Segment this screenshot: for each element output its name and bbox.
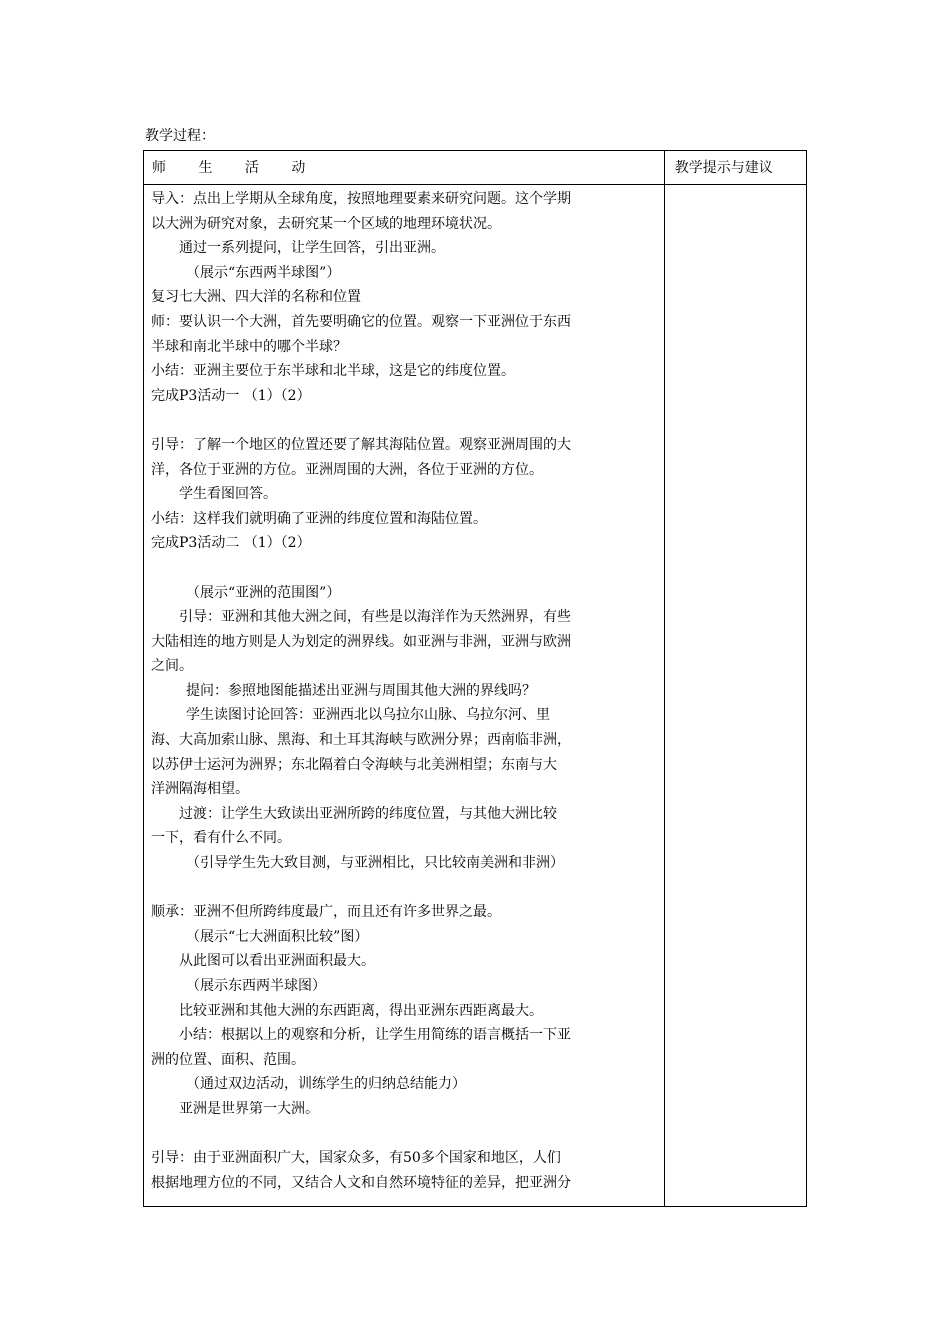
table-body-row [144,185,807,1207]
activity-line: 从此图可以看出亚洲面积最大。 [179,953,375,970]
activity-line: 顺承：亚洲不但所跨纬度最广，而且还有许多世界之最。 [151,904,501,921]
activity-line: 完成P3活动二 （1）（2） [151,535,311,552]
activity-line: 学生看图回答。 [179,486,277,503]
activity-line: 完成P3活动一 （1）（2） [151,387,311,404]
activity-line: （展示“东西两半球图”） [186,264,341,281]
activity-line: 洋洲隔海相望。 [151,781,249,798]
activity-line: 导入：点出上学期从全球角度，按照地理要素来研究问题。这个学期 [151,191,571,207]
activity-line: 引导：由于亚洲面积广大，国家众多，有50多个国家和地区，人们 [151,1150,561,1167]
activity-line [151,408,660,433]
header-teacher-student-activity: 师 生 活 动 [144,151,665,185]
table-header-row [144,151,807,185]
activity-line: 小结：这样我们就明确了亚洲的纬度位置和海陆位置。 [151,510,487,527]
activity-line [151,556,660,581]
activity-line: 大陆相连的地方则是人为划定的洲界线。如亚洲与非洲，亚洲与欧洲 [151,633,571,650]
activity-line: 引导：了解一个地区的位置还要了解其海陆位置。观察亚洲周围的大 [151,436,571,453]
activity-line: 半球和南北半球中的哪个半球？ [151,338,347,355]
activity-line [151,876,660,901]
activity-line: 之间。 [151,658,193,675]
activity-line: 亚洲是世界第一大洲。 [179,1100,319,1117]
activity-line: （通过双边活动，训练学生的归纳总结能力） [186,1076,466,1093]
lesson-plan-table [143,150,807,1207]
activity-line: 洲的位置、面积、范围。 [151,1051,305,1068]
header-teaching-tips: 教学提示与建议 [664,151,806,185]
activity-line: 小结：亚洲主要位于东半球和北半球，这是它的纬度位置。 [151,363,515,380]
activity-line [151,1122,660,1147]
activity-line: 师：要认识一个大洲，首先要明确它的位置。观察一下亚洲位于东西 [151,313,571,330]
activity-line: 洋，各位于亚洲的方位。亚洲周围的大洲，各位于亚洲的方位。 [151,461,543,478]
activity-line: 比较亚洲和其他大洲的东西距离，得出亚洲东西距离最大。 [179,1002,543,1019]
activity-line: 以大洲为研究对象，去研究某一个区域的地理环境状况。 [151,215,501,232]
activity-line: （展示“亚洲的范围图”） [186,584,341,601]
activity-line: 提问：参照地图能描述出亚洲与周围其他大洲的界线吗？ [186,682,536,699]
activity-line: （展示东西两半球图） [186,978,326,994]
activity-line: 复习七大洲、四大洋的名称和位置 [151,289,361,306]
activity-line: （引导学生先大致目测，与亚洲相比，只比较南美洲和非洲） [186,855,564,872]
activity-line: 一下，看有什么不同。 [151,830,291,847]
activity-line: 小结：根据以上的观察和分析，让学生用简练的语言概括一下亚 [179,1027,571,1044]
activity-line: 过渡：让学生大致读出亚洲所跨的纬度位置，与其他大洲比较 [179,805,557,822]
activity-line: 以苏伊士运河为洲界；东北隔着白令海峡与北美洲相望；东南与大 [151,756,557,773]
activity-line: 学生读图讨论回答：亚洲西北以乌拉尔山脉、乌拉尔河、里 [186,707,550,724]
activity-line: 根据地理方位的不同，又结合人文和自然环境特征的差异，把亚洲分 [151,1174,571,1191]
activity-line: 海、大高加索山脉、黑海、和土耳其海峡与欧洲分界；西南临非洲， [151,732,571,749]
activity-line: （展示“七大洲面积比较”图） [186,928,369,945]
activity-content-cell [144,185,665,1207]
activity-line: 引导：亚洲和其他大洲之间，有些是以海洋作为天然洲界，有些 [179,609,571,626]
tips-content-cell [664,185,806,1207]
activity-line: 通过一系列提问，让学生回答，引出亚洲。 [179,240,445,257]
section-heading: 教学过程： [145,128,215,144]
